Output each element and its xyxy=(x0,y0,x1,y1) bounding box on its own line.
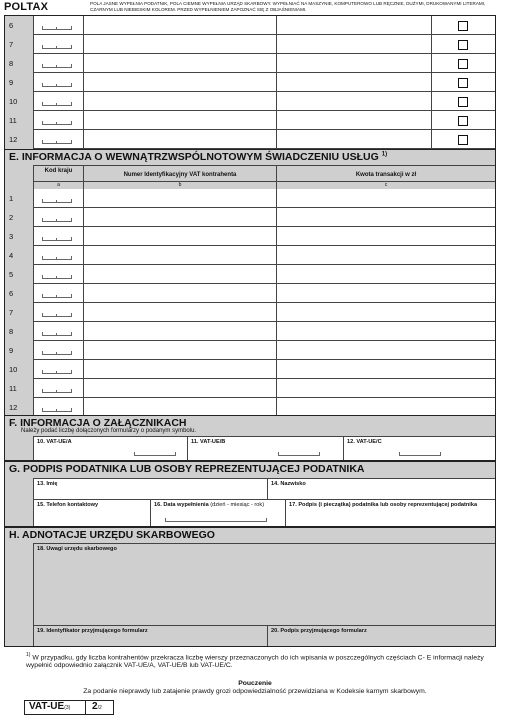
amount-cell[interactable] xyxy=(276,322,495,341)
section-d-row xyxy=(5,35,495,54)
checkbox-icon[interactable] xyxy=(458,97,468,107)
field-receiver-id: 19. Identyfikator przyjmującego formularz xyxy=(33,625,267,646)
row-number: 7 xyxy=(5,303,33,322)
country-code-cell[interactable] xyxy=(33,360,83,379)
country-code-cell[interactable] xyxy=(33,189,83,208)
amount-cell[interactable] xyxy=(276,246,495,265)
section-h-title: H. ADNOTACJE URZĘDU SKARBOWEGO xyxy=(9,529,215,541)
country-code-cell[interactable] xyxy=(33,303,83,322)
checkbox-icon[interactable] xyxy=(458,116,468,126)
row-number: 5 xyxy=(5,265,33,284)
section-d-row xyxy=(5,92,495,111)
section-e-title: E. INFORMACJA O WEWNĄTRZWSPÓLNOTOWYM ŚWIADCZENIU USŁUG $^{1)}$ xyxy=(9,151,388,163)
vat-number-cell[interactable] xyxy=(83,379,276,398)
checkbox-cell[interactable] xyxy=(431,73,495,92)
country-code-cell[interactable] xyxy=(33,265,83,284)
country-code-cell[interactable] xyxy=(33,16,83,35)
vat-number-cell[interactable] xyxy=(83,16,276,35)
section-e-row xyxy=(5,322,495,341)
field-phone[interactable]: 15. Telefon kontaktowy xyxy=(33,499,150,526)
vat-number-cell[interactable] xyxy=(83,35,276,54)
section-e-row xyxy=(5,246,495,265)
amount-cell[interactable] xyxy=(276,379,495,398)
checkbox-icon[interactable] xyxy=(458,78,468,88)
section-d-table xyxy=(4,15,496,149)
country-code-cell[interactable] xyxy=(33,35,83,54)
checkbox-cell[interactable] xyxy=(431,111,495,130)
pouczenie-title: Pouczenie xyxy=(238,680,272,687)
row-number: 6 xyxy=(5,16,33,35)
country-code-cell[interactable] xyxy=(33,284,83,303)
section-f-note: Należy podać liczbę dołączonych formularzy o podanym symbolu. xyxy=(21,428,197,434)
vat-number-cell[interactable] xyxy=(83,189,276,208)
field-fill-date[interactable]: 16. Data wypełnienia (dzień - miesiąc - rok) xyxy=(150,499,285,526)
field-office-remarks: 18. Uwagi urzędu skarbowego xyxy=(33,543,495,625)
row-number: 10 xyxy=(5,92,33,111)
country-code-cell[interactable] xyxy=(33,208,83,227)
amount-cell[interactable] xyxy=(276,341,495,360)
amount-cell[interactable] xyxy=(276,54,431,73)
section-e-row xyxy=(5,284,495,303)
vat-number-cell[interactable] xyxy=(83,246,276,265)
row-number: 9 xyxy=(5,73,33,92)
amount-cell[interactable] xyxy=(276,265,495,284)
vat-number-cell[interactable] xyxy=(83,322,276,341)
amount-cell[interactable] xyxy=(276,189,495,208)
country-code-cell[interactable] xyxy=(33,54,83,73)
section-g xyxy=(4,461,496,527)
form-header xyxy=(0,0,510,15)
section-e-row xyxy=(5,303,495,322)
vat-number-cell[interactable] xyxy=(83,303,276,322)
footnote: $^{1)}$ W przypadku, gdy liczba kontrahentów przekracza liczbę wierszy przeznaczonych do ich wpisania w poszczególnych częściach C- E informacji należy wypełnić odpowiednio załącznik VAT-UE/A, VAT-UE/B lub VAT-UE/C. xyxy=(26,652,484,670)
country-code-cell[interactable] xyxy=(33,92,83,111)
section-d-row xyxy=(5,54,495,73)
vat-number-cell[interactable] xyxy=(83,208,276,227)
section-d-row xyxy=(5,130,495,149)
checkbox-icon[interactable] xyxy=(458,59,468,69)
section-e-row xyxy=(5,227,495,246)
section-e-row xyxy=(5,360,495,379)
vat-number-cell[interactable] xyxy=(83,265,276,284)
amount-cell[interactable] xyxy=(276,130,431,149)
vat-number-cell[interactable] xyxy=(83,360,276,379)
section-d-row xyxy=(5,111,495,130)
field-vat-ue-b[interactable]: 11. VAT-UE/B xyxy=(187,436,343,460)
section-e-row xyxy=(5,379,495,398)
vat-number-cell[interactable] xyxy=(83,130,276,149)
country-code-cell[interactable] xyxy=(33,111,83,130)
checkbox-cell[interactable] xyxy=(431,54,495,73)
amount-cell[interactable] xyxy=(276,208,495,227)
checkbox-cell[interactable] xyxy=(431,16,495,35)
vat-number-cell[interactable] xyxy=(83,284,276,303)
section-f-title: F. INFORMACJA O ZAŁĄCZNIKACH xyxy=(9,417,187,429)
col-header-code: Kod kraju a xyxy=(33,165,83,189)
field-receiver-signature: 20. Podpis przyjmującego formularz xyxy=(267,625,495,646)
field-vat-ue-a[interactable]: 10. VAT-UE/A xyxy=(33,436,201,460)
country-code-cell[interactable] xyxy=(33,379,83,398)
section-g-title: G. PODPIS PODATNIKA LUB OSOBY REPREZENTUJĄCEJ PODATNIKA xyxy=(9,463,365,475)
country-code-cell[interactable] xyxy=(33,322,83,341)
col-header-vat: Numer Identyfikacyjny VAT kontrahenta b xyxy=(83,165,276,189)
checkbox-icon[interactable] xyxy=(458,135,468,145)
field-vat-ue-c[interactable]: 12. VAT-UE/C xyxy=(343,436,495,460)
amount-cell[interactable] xyxy=(276,360,495,379)
field-last-name[interactable]: 14. Nazwisko xyxy=(267,478,495,499)
row-number: 3 xyxy=(5,227,33,246)
amount-cell[interactable] xyxy=(276,227,495,246)
country-code-cell[interactable] xyxy=(33,227,83,246)
vat-number-cell[interactable] xyxy=(83,227,276,246)
row-number: 12 xyxy=(5,130,33,149)
form-id-box: VAT-UE(3) 2/2 xyxy=(24,700,114,715)
checkbox-cell[interactable] xyxy=(431,130,495,149)
pouczenie-text: Za podanie nieprawdy lub zatajenie prawdy grozi odpowiedzialność przewidziana w Kodeksie karnym skarbowym. xyxy=(83,688,427,695)
row-number: 11 xyxy=(5,111,33,130)
row-number: 4 xyxy=(5,246,33,265)
row-number: 10 xyxy=(5,360,33,379)
section-e-row xyxy=(5,265,495,284)
row-number: 11 xyxy=(5,379,33,398)
col-header-amount: Kwota transakcji w zł c xyxy=(276,165,495,189)
checkbox-icon[interactable] xyxy=(458,21,468,31)
row-number: 12 xyxy=(5,398,33,417)
section-e-row xyxy=(5,341,495,360)
field-signature[interactable]: 17. Podpis (i pieczątka) podatnika lub osoby reprezentującej podatnika xyxy=(285,499,495,526)
amount-cell[interactable] xyxy=(276,35,431,54)
row-number: 1 xyxy=(5,189,33,208)
country-code-cell[interactable] xyxy=(33,341,83,360)
amount-cell[interactable] xyxy=(276,73,431,92)
section-d-row xyxy=(5,16,495,35)
section-e-row xyxy=(5,208,495,227)
brand-label: POLTAX xyxy=(4,1,49,13)
country-code-cell[interactable] xyxy=(33,130,83,149)
section-e xyxy=(4,149,496,415)
amount-cell[interactable] xyxy=(276,16,431,35)
amount-cell[interactable] xyxy=(276,92,431,111)
row-number: 7 xyxy=(5,35,33,54)
row-number: 8 xyxy=(5,54,33,73)
country-code-cell[interactable] xyxy=(33,73,83,92)
row-number: 2 xyxy=(5,208,33,227)
vat-number-cell[interactable] xyxy=(83,92,276,111)
checkbox-cell[interactable] xyxy=(431,92,495,111)
amount-cell[interactable] xyxy=(276,303,495,322)
section-d-row xyxy=(5,73,495,92)
row-number: 8 xyxy=(5,322,33,341)
field-first-name[interactable]: 13. Imię xyxy=(33,478,267,499)
row-number: 6 xyxy=(5,284,33,303)
vat-number-cell[interactable] xyxy=(83,54,276,73)
vat-number-cell[interactable] xyxy=(83,111,276,130)
country-code-cell[interactable] xyxy=(33,246,83,265)
checkbox-cell[interactable] xyxy=(431,35,495,54)
checkbox-icon[interactable] xyxy=(458,40,468,50)
amount-cell[interactable] xyxy=(276,284,495,303)
section-e-row xyxy=(5,189,495,208)
vat-number-cell[interactable] xyxy=(83,341,276,360)
vat-number-cell[interactable] xyxy=(83,73,276,92)
row-number: 9 xyxy=(5,341,33,360)
fill-instructions: POLA JASNE WYPEŁNIA PODATNIK, POLA CIEMNE WYPEŁNIA URZĄD SKARBOWY. WYPEŁNIAĆ NA MASZYNIE, KOMPUTEROWO LUB RĘCZNIE, DUŻYMI, DRUKOWANYMI LITERAMI, CZARNYM LUB NIEBIESKIM KOLOREM. PRZED WYPEŁNIENIEM ZAPOZNAĆ SIĘ Z OBJAŚNIENIAMI. xyxy=(90,1,486,12)
page-number: 2/2 xyxy=(85,701,102,714)
section-h xyxy=(4,527,496,647)
amount-cell[interactable] xyxy=(276,111,431,130)
section-f xyxy=(4,415,496,461)
